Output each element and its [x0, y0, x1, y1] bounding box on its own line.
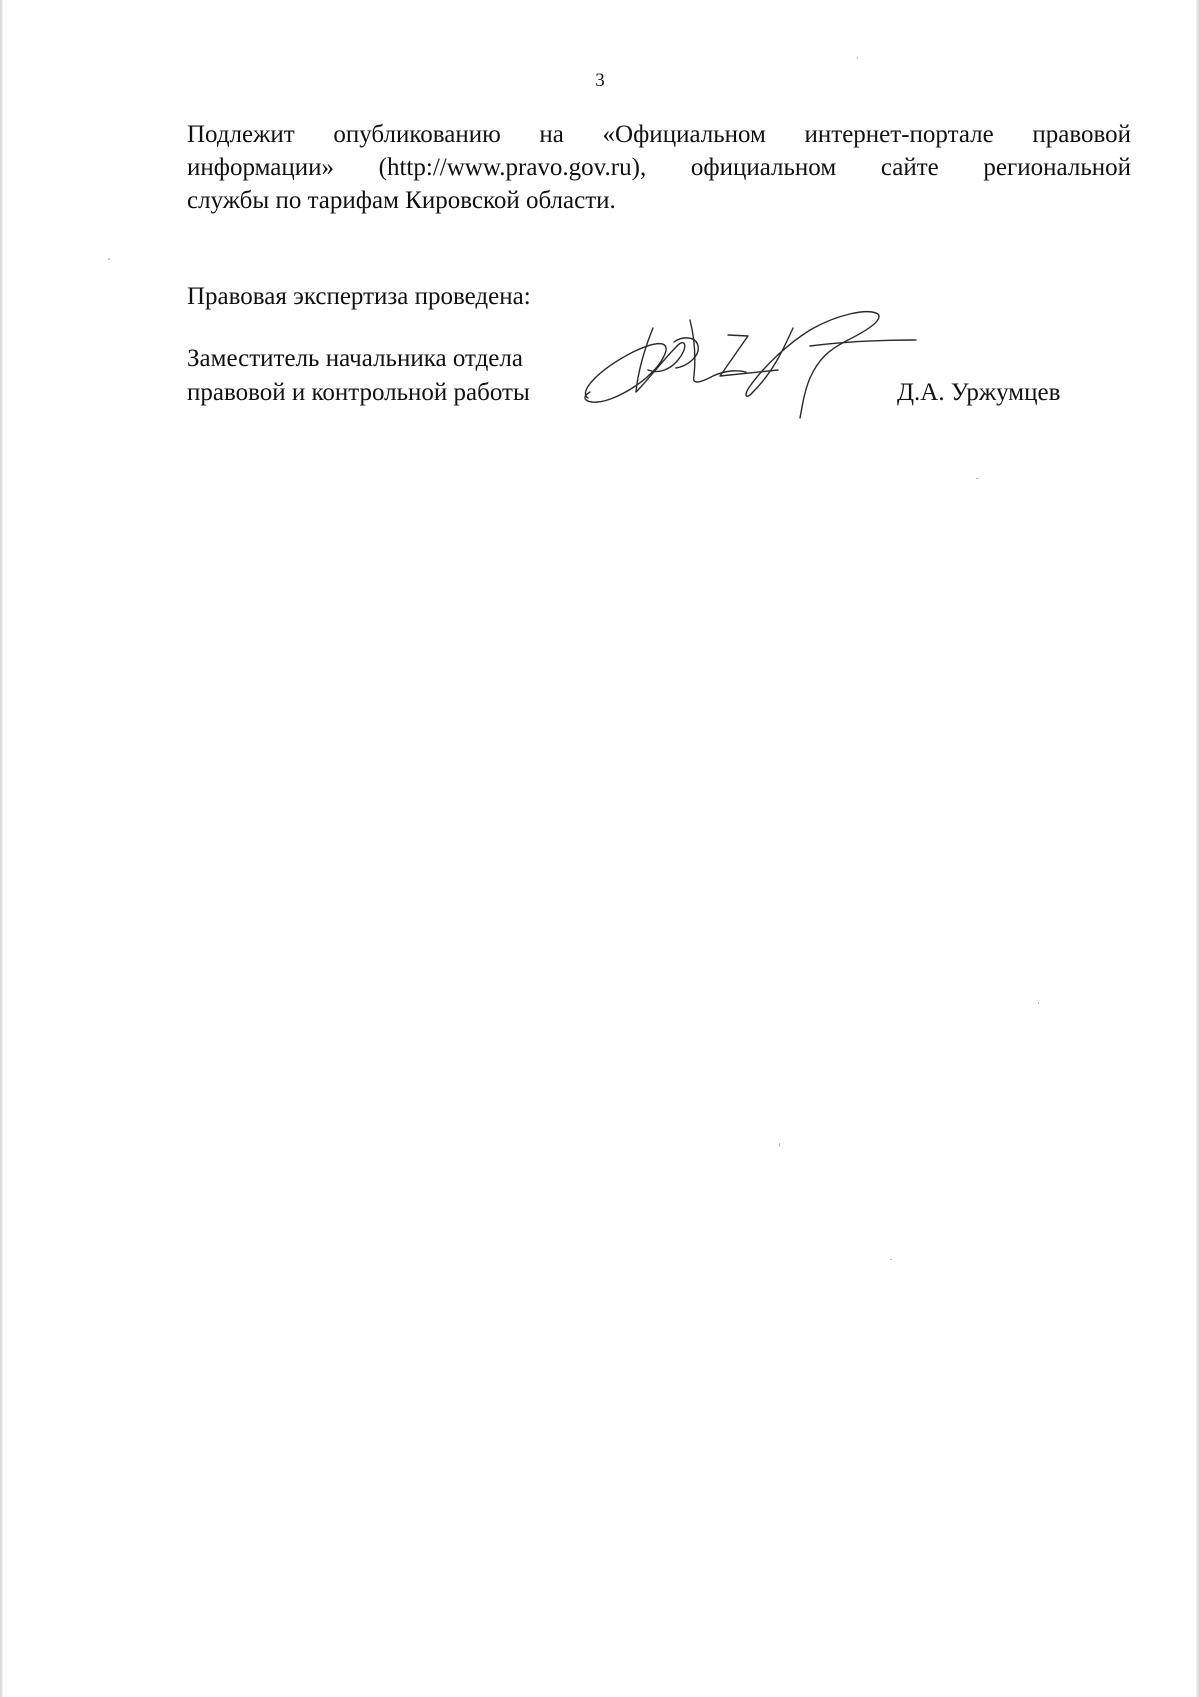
scan-edge-left — [0, 0, 3, 1697]
publication-line-2: информации» (http://www.pravo.gov.ru), официальном сайте региональной — [187, 154, 1131, 181]
scan-speck — [779, 1143, 780, 1147]
scan-speck — [1038, 1002, 1039, 1004]
publication-line-3: службы по тарифам Кировской области. — [187, 187, 616, 214]
scan-speck — [108, 258, 110, 260]
signer-position — [187, 342, 530, 410]
legal-expertise-note: Правовая экспертиза проведена: — [187, 283, 531, 310]
scan-speck — [890, 1259, 892, 1260]
publication-paragraph — [187, 118, 1131, 217]
signer-name: Д.А. Уржумцев — [897, 379, 1061, 406]
publication-line-1: Подлежит опубликованию на «Официальном интернет-портале правовой — [187, 121, 1131, 148]
scan-edge-right — [1196, 0, 1200, 1697]
scan-speck — [976, 478, 979, 479]
signer-position-line-2: правовой и контрольной работы — [187, 379, 530, 406]
handwritten-signature — [578, 300, 938, 440]
scan-speck — [857, 57, 858, 59]
signer-position-line-1: Заместитель начальника отдела — [187, 345, 523, 372]
page-number: 3 — [595, 70, 605, 91]
